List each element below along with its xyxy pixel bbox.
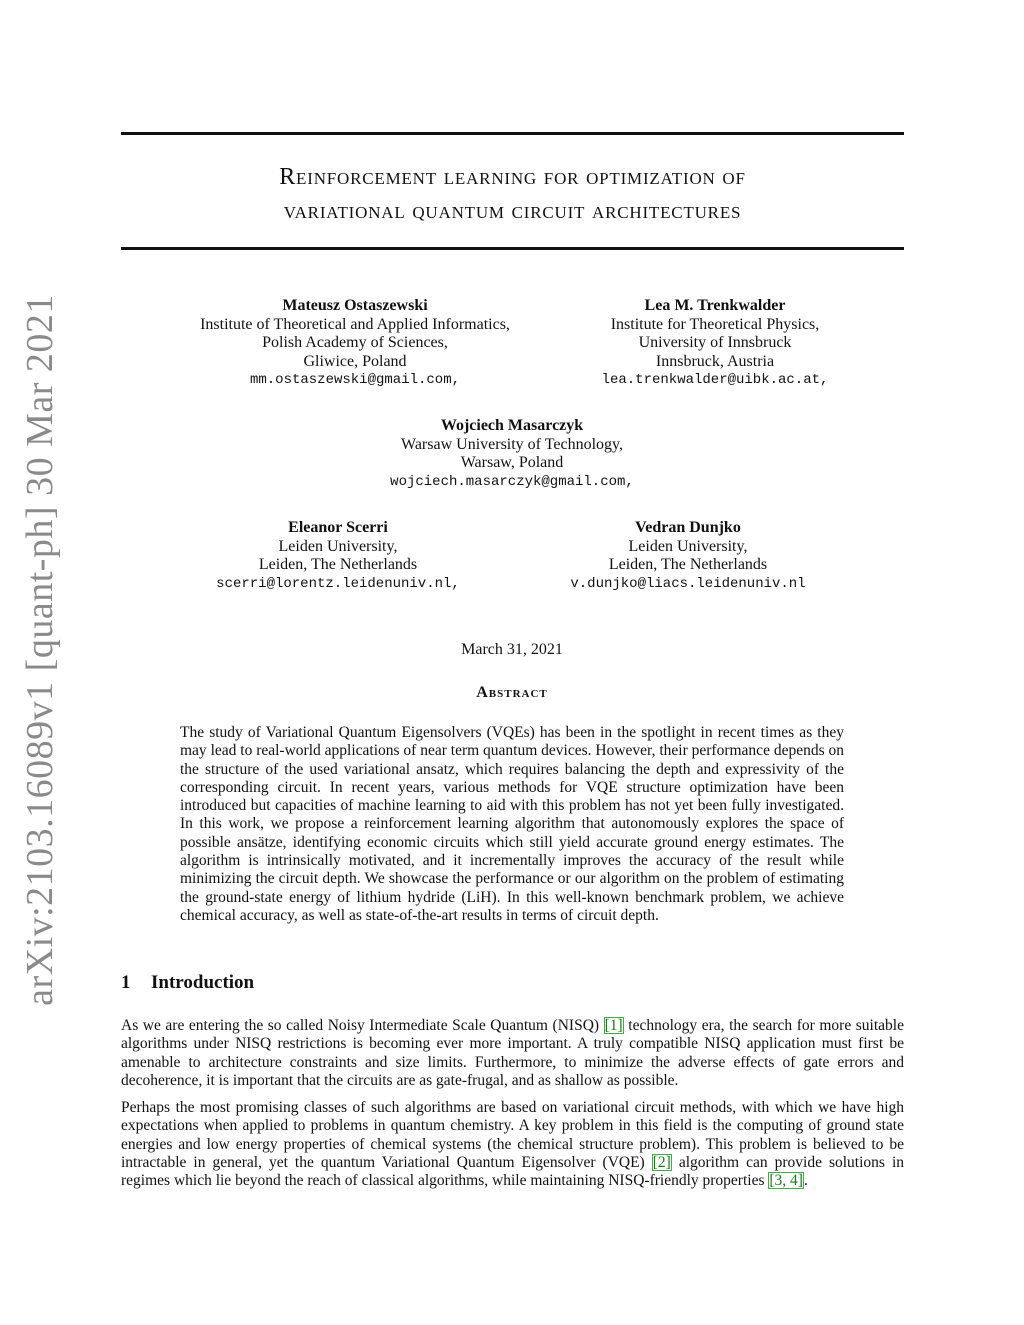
arxiv-stamp-text: arXiv:2103.16089v1 [quant-ph] 30 Mar 2021 bbox=[19, 294, 61, 1006]
body-paragraph bbox=[121, 1017, 904, 1090]
author-affiliation: Leiden University, bbox=[278, 537, 398, 555]
publication-date: March 31, 2021 bbox=[461, 641, 563, 658]
author-name: Mateusz Ostaszewski bbox=[282, 297, 428, 314]
author-name: Vedran Dunjko bbox=[635, 519, 741, 536]
author-masarczyk bbox=[312, 417, 712, 491]
paragraph-text: . bbox=[803, 1172, 808, 1190]
citation-link[interactable]: [3, 4] bbox=[769, 1172, 803, 1190]
author-affiliation: Warsaw, Poland bbox=[460, 454, 564, 471]
section-title: Introduction bbox=[151, 972, 255, 993]
author-affiliation: Warsaw University of Technology, bbox=[401, 435, 623, 453]
author-email: v.dunjko@liacs.leidenuniv.nl bbox=[570, 575, 806, 592]
body-paragraph bbox=[121, 1099, 904, 1190]
author-affiliation: Innsbruck, Austria bbox=[655, 352, 775, 370]
paper-title bbox=[121, 160, 904, 228]
title-line-1: Reinforcement learning for optimization of bbox=[279, 164, 746, 190]
author-email: wojciech.masarczyk@gmail.com, bbox=[390, 473, 634, 490]
abstract-body: The study of Variational Quantum Eigensolvers (VQEs) has been in the spotlight in recent times as they may lead to real-world applications of near term quantum devices. However, their performance depends on the structure of the used variational ansatz, which requires balancing the depth and expressivity of the corresponding circuit. In recent years, various methods for VQE structure optimization have been introduced but capacities of machine learning to aid with this problem has not yet been fully investigated. In this work, we propose a reinforcement learning algorithm that autonomously explores the space of possible ansätze, identifying economic circuits which still yield accurate ground energy estimates. The algorithm is intrinsically motivated, and it incrementally improves the accuracy of the result while minimizing the circuit depth. We showcase the performance or our algorithm on the problem of estimating the ground-state energy of lithium hydride (LiH). In this well-known benchmark problem, we achieve chemical accuracy, as well as state-of-the-art results in terms of circuit depth. bbox=[180, 724, 844, 924]
author-email: lea.trenkwalder@uibk.ac.at, bbox=[601, 372, 829, 388]
paragraph-text: Perhaps the most promising classes of such algorithms are based on variational circuit methods, with which we have high expectations when applied to problems in quantum chemistry. A key problem in this field is the computing of ground state energies and low energy properties of chemical systems (the chemical structure problem). This problem is believed to be intractable in general, yet the quantum Variational Quantum Eigensolver (VQE) bbox=[121, 1099, 904, 1171]
author-affiliation: University of Innsbruck bbox=[638, 334, 792, 351]
title-line-2: variational quantum circuit architectures bbox=[283, 198, 742, 224]
author-affiliation: Institute for Theoretical Physics, bbox=[610, 315, 820, 333]
paragraph-text: algorithm can provide solutions in regimes which lie beyond the reach of classical algorithms, while maintaining NISQ-friendly properties bbox=[121, 1153, 904, 1190]
author-affiliation: Leiden, The Netherlands bbox=[258, 556, 418, 573]
author-affiliation: Leiden, The Netherlands bbox=[608, 556, 768, 573]
author-name: Wojciech Masarczyk bbox=[440, 417, 584, 434]
author-affiliation: Institute of Theoretical and Applied Informatics, bbox=[200, 315, 510, 333]
citation-link[interactable]: [1] bbox=[604, 1017, 623, 1034]
author-email: mm.ostaszewski@gmail.com, bbox=[249, 372, 461, 388]
paragraph-text: technology era, the search for more suitable algorithms under NISQ restrictions is becoming ever more important. A truly compatible NISQ application must first be amenable to architecture constraints and size limits. Furthermore, to minimize the adverse effects of gate errors and decoherence, it is important that the circuits are as gate-frugal, and as shallow as possible. bbox=[121, 1017, 904, 1089]
author-name: Lea M. Trenkwalder bbox=[644, 297, 786, 314]
section-number: 1 bbox=[121, 972, 131, 993]
title-bottom-rule bbox=[121, 247, 904, 250]
abstract-heading: Abstract bbox=[476, 684, 548, 701]
author-trenkwalder bbox=[555, 297, 875, 390]
author-scerri bbox=[188, 519, 488, 593]
citation-link[interactable]: [2] bbox=[652, 1153, 671, 1171]
author-affiliation: Leiden University, bbox=[628, 537, 748, 555]
author-name: Eleanor Scerri bbox=[288, 519, 388, 536]
author-ostaszewski bbox=[155, 297, 555, 390]
author-email: scerri@lorentz.leidenuniv.nl, bbox=[216, 575, 460, 592]
author-affiliation: Polish Academy of Sciences, bbox=[262, 334, 448, 351]
title-top-rule bbox=[121, 132, 904, 135]
paragraph-text: As we are entering the so called Noisy Intermediate Scale Quantum (NISQ) bbox=[121, 1017, 604, 1034]
author-affiliation: Gliwice, Poland bbox=[303, 352, 407, 370]
section-heading bbox=[121, 972, 254, 994]
author-dunjko bbox=[538, 519, 838, 593]
